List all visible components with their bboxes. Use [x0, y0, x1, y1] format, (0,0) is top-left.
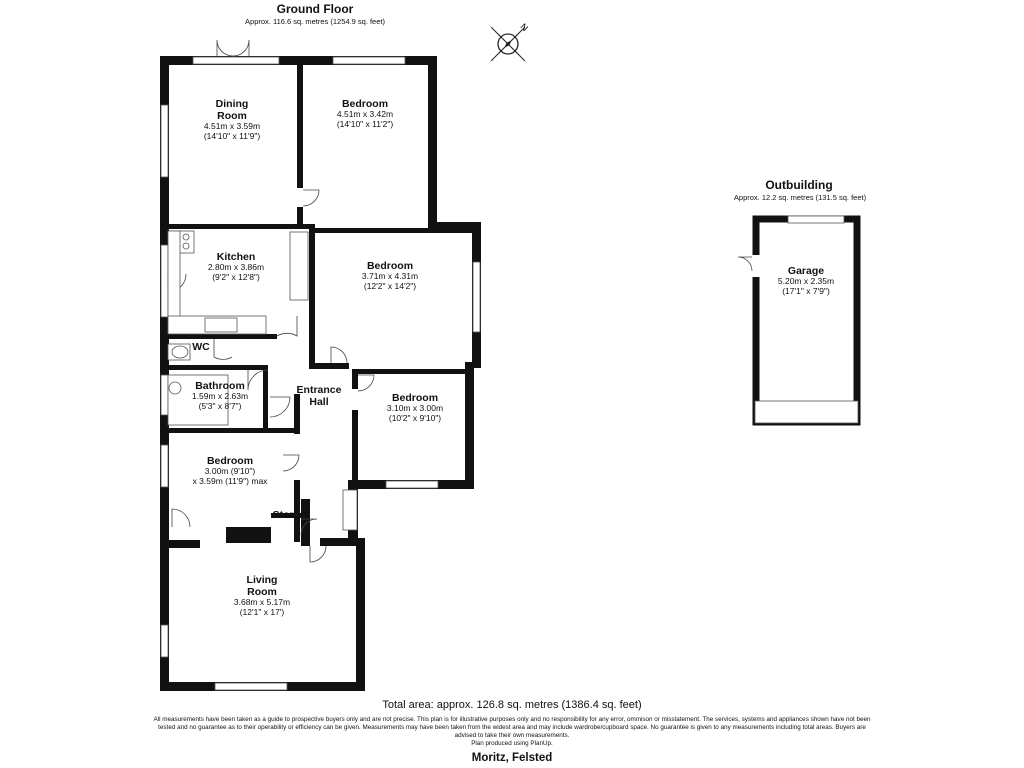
ground-floor-area: Approx. 116.6 sq. metres (1254.9 sq. feet): [245, 17, 385, 26]
ground-floor-title: Ground Floor: [276, 2, 354, 16]
outbuilding-area: Approx. 12.2 sq. metres (131.5 sq. feet): [733, 193, 867, 202]
room-name: Bedroom: [366, 260, 414, 272]
room-dimensions: 1.59m x 2.63m (5'3" x 8'7"): [191, 391, 249, 411]
room-garage: [766, 265, 846, 297]
room-bedroom-2: [345, 260, 435, 292]
room-bedroom-4: [180, 455, 280, 487]
room-store: Store: [272, 509, 300, 521]
garage-building: [738, 216, 858, 423]
room-dimensions: 2.80m x 3.86m (9'2" x 12'8"): [207, 262, 265, 282]
room-bedroom-1: [320, 98, 410, 130]
room-kitchen: [196, 251, 276, 283]
room-name: Bedroom: [341, 98, 389, 110]
room-living: [222, 574, 302, 618]
room-dimensions: 4.51m x 3.59m (14'10" x 11'9"): [203, 121, 261, 141]
compass-north-label: N: [518, 21, 531, 34]
room-dimensions: 5.20m x 2.35m (17'1" x 7'9"): [777, 276, 835, 296]
room-bedroom-3: [370, 392, 460, 424]
room-entrance-hall: Entrance Hall: [296, 384, 342, 409]
room-wc: WC: [192, 341, 210, 353]
room-bathroom: [180, 380, 260, 412]
compass-rose-icon: [491, 21, 530, 61]
room-dimensions: 3.10m x 3.00m (10'2" x 9'10"): [386, 403, 444, 423]
room-name: Kitchen: [216, 251, 256, 263]
room-name: Dining Room: [215, 98, 249, 123]
room-name: Bedroom: [206, 455, 254, 467]
room-name: Bathroom: [195, 380, 245, 392]
room-dimensions: 3.71m x 4.31m (12'2" x 14'2"): [361, 271, 419, 291]
room-dimensions: 3.00m (9'10") x 3.59m (11'9") max: [192, 466, 268, 486]
room-name: Bedroom: [391, 392, 439, 404]
room-name: Living Room: [246, 574, 278, 599]
room-dimensions: 4.51m x 3.42m (14'10" x 11'2"): [336, 109, 394, 129]
sink-icon: [205, 318, 237, 332]
disclaimer-text: All measurements have been taken as a guide to prospective buyers only and are not precise. This plan is for illustrative purposes only and no responsibility for any error, ommison or misstatement. The services, systems and appliances shown have not been tested and no guarantee as to their operability or efficiency can be given. Measurements may have been taken from the widest area and may include wardrobe/cupboard space. No guarantee is given to any measurements including total areas. Buyers are advised to take their own measurements. Plan produced using PlanUp.: [153, 716, 871, 747]
room-dimensions: 3.68m x 5.17m (12'1" x 17'): [233, 597, 291, 617]
room-name: Garage: [787, 265, 825, 277]
room-dining: [192, 98, 272, 142]
outbuilding-title: Outbuilding: [765, 178, 833, 192]
property-name: Moritz, Felsted: [471, 752, 553, 764]
total-area: Total area: approx. 126.8 sq. metres (1386.4 sq. feet): [382, 699, 642, 711]
